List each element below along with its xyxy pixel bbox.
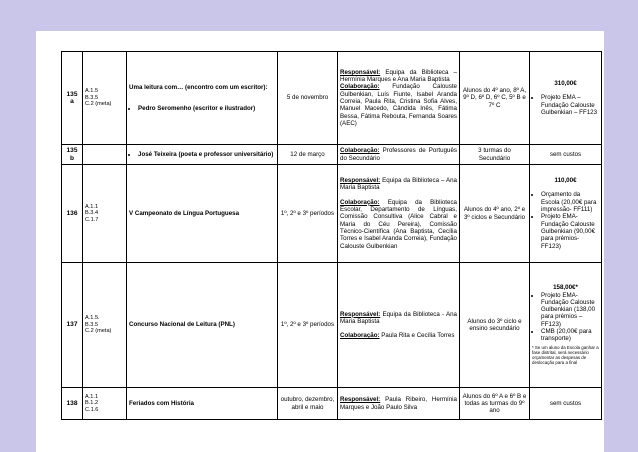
activity-responsible: Colaboração: Professores de Português do Secundário bbox=[338, 145, 460, 165]
activity-target: Alunos do 4º ano, 2º e 3º ciclos e Secundário bbox=[460, 165, 530, 263]
activity-description: V Campeonato de Língua Portuguesa bbox=[127, 165, 278, 263]
budget-footnote: * Se um aluno da Escola ganhar a fase distrital, será necessário orçamentar as despesas de deslocação para a final bbox=[532, 344, 599, 366]
activity-responsible: Responsável: Equipa da Biblioteca – Hermínia Marques e Ana Maria Baptista Colaboração: Fundação Calouste Gulbenkian, Luís Fiunte, Isabel Aranda Correia, Paula Rita, Cristina Sofia Alves, Manuel Macedo, Cândida Inês, Fátima Bessa, Fátima Rebouta, Fernanda Soares (AEC) bbox=[338, 52, 460, 145]
document-page bbox=[36, 31, 604, 452]
activity-description: Concurso Nacional de Leitura (PNL) bbox=[127, 263, 278, 388]
table-row bbox=[62, 52, 602, 145]
activity-codes: A.1.1 B.1.2 C.1.6 bbox=[83, 388, 127, 420]
table-row bbox=[62, 165, 602, 263]
activity-description: Feriados com História bbox=[127, 388, 278, 420]
activity-number: 136 bbox=[62, 165, 83, 263]
table-row bbox=[62, 388, 602, 420]
activity-target: 3 turmas do Secundário bbox=[460, 145, 530, 165]
activity-number: 137 bbox=[62, 263, 83, 388]
activity-budget: sem custos bbox=[530, 388, 602, 420]
activity-responsible: Responsável: Paula Ribeiro, Hermínia Marques e João Paulo Silva bbox=[338, 388, 460, 420]
activity-responsible: Responsável: Equipa da Biblioteca – Ana Maria Baptista Colaboração: Equipa da Biblioteca Escolar, Departamento de Línguas, Comissão Consultiva (Alice Cabral e Maria do Céu Pereira), Comissão Técnico-Científica (Ana Baptista, Cecília Torres e Isabel Aranda Correia), Fundação Calouste Gulbenkian bbox=[338, 165, 460, 263]
activity-budget: sem custos bbox=[530, 145, 602, 165]
activity-description: • José Teixeira (poeta e professor universitário) bbox=[127, 145, 278, 165]
activity-date: 1º, 2º e 3º períodos bbox=[278, 165, 338, 263]
activities-table bbox=[61, 51, 602, 420]
activity-codes: A.1.5. B.3.5 C.2 (meta) bbox=[83, 263, 127, 388]
activity-responsible: Responsável: Equipa da Biblioteca - Ana Maria Baptista Colaboração: Paula Rita e Cecília Torres bbox=[338, 263, 460, 388]
activity-number: 135 b bbox=[62, 145, 83, 165]
activity-target: Alunos do 6º A e 6º B e todas as turmas do 9º ano bbox=[460, 388, 530, 420]
table-row bbox=[62, 263, 602, 388]
activity-target: Alunos do 4º ano, 8º A, 9º D, 6º D, 6º C, 5º B e 7º C bbox=[460, 52, 530, 145]
activity-number: 138 bbox=[62, 388, 83, 420]
activity-number: 135 a bbox=[62, 52, 83, 145]
activity-budget: 110,00€ • Orçamento da Escola (20,00€ para impressão- FF111) • Projeto EMA- Fundação Calouste Gulbenkian (90,00€ para prémios- FF123) bbox=[530, 165, 602, 263]
activity-codes bbox=[83, 145, 127, 165]
activity-date: 5 de novembro bbox=[278, 52, 338, 145]
activity-description: Uma leitura com… (encontro com um escritor): • Pedro Seromenho (escritor e ilustrador) bbox=[127, 52, 278, 145]
activity-codes: A.1.1 B.3.4 C.1.7 bbox=[83, 165, 127, 263]
activity-date: 12 de março bbox=[278, 145, 338, 165]
activity-date: outubro, dezembro, abril e maio bbox=[278, 388, 338, 420]
activity-codes: A.1.5 B.3.5 C.2 (meta) bbox=[83, 52, 127, 145]
activity-date: 1º, 2º e 3º períodos bbox=[278, 263, 338, 388]
table-row bbox=[62, 145, 602, 165]
activity-budget: 158,00€* • Projeto EMA- Fundação Calouste Gulbenkian (138,00 para prémios – FF123) • CMB (20,00€ para transporte) * Se um aluno da Escola ganhar a fase distrital, será necessário orçamentar as despesas de deslocação para a final bbox=[530, 263, 602, 388]
activity-target: Alunos do 3º ciclo e ensino secundário bbox=[460, 263, 530, 388]
activity-budget: 310,00€ • Projeto EMA – Fundação Calouste Gulbenkian – FF123 bbox=[530, 52, 602, 145]
